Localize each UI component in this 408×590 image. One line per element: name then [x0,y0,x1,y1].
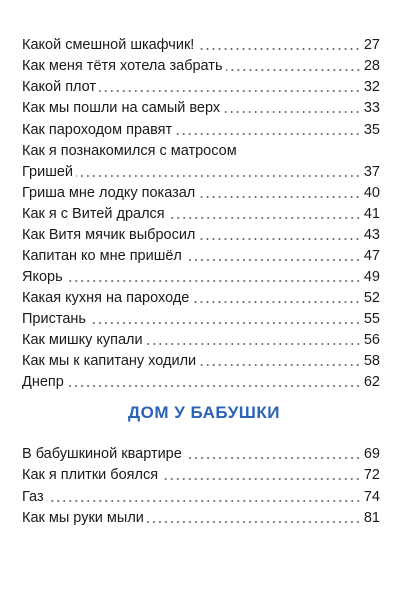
dot-leader [47,500,361,502]
toc-entry-page: 56 [363,332,380,348]
toc-entry [22,507,380,527]
toc-entry-page: 43 [363,227,380,243]
toc-entry-title: Как пароходом правят [22,122,173,138]
toc-entry [22,55,380,75]
dot-leader [146,343,361,345]
toc-entry [22,350,380,370]
toc-entry [22,245,380,265]
dot-leader [223,111,361,113]
toc-entry-page: 74 [363,489,380,505]
toc-entry-title: Пристань [22,311,86,327]
dot-leader [89,322,361,324]
toc-entry-page: 58 [363,353,380,369]
toc-entry-page: 62 [363,374,380,390]
toc-entry [22,329,380,349]
toc-entry-title: Как я с Витей дрался [22,206,165,222]
toc-entry [22,266,380,286]
toc-entry-page: 81 [363,510,380,526]
toc-entry-title: Якорь [22,269,63,285]
toc-entry [22,371,380,391]
toc-entry-title: Какой смешной шкафчик! [22,37,195,53]
toc-entry-title: В бабушкиной квартире [22,446,182,462]
dot-leader [198,238,360,240]
toc-entry-title: Газ [22,489,44,505]
dot-leader [192,301,361,303]
toc-entry [22,287,380,307]
toc-entry-title: Какая кухня на пароходе [22,290,190,306]
dot-leader [197,48,361,50]
toc-entry [22,34,380,54]
dot-leader [76,175,361,177]
toc-entry-title: Как мы пошли на самый верх [22,100,221,116]
section-title: ДОМ У БАБУШКИ [128,403,280,422]
toc-entry-page: 32 [363,79,380,95]
toc-entry-title: Капитан ко мне пришёл [22,248,182,264]
toc-entry-title: Как меня тётя хотела забрать [22,58,223,74]
dot-leader [199,364,361,366]
toc-entry-page: 27 [363,37,380,53]
toc-entry-page: 49 [363,269,380,285]
toc-entry-title: Как мишку купали [22,332,143,348]
toc-entry-page: 33 [363,100,380,116]
toc-entry-title: Какой плот [22,79,97,95]
toc-entry [22,182,380,202]
toc-entry-title: Как мы руки мыли [22,510,144,526]
toc-entry [22,224,380,244]
dot-leader [185,457,361,459]
dot-leader [161,478,361,480]
toc-entry-title: Как я познакомился с матросом [22,143,237,159]
dot-leader [185,259,361,261]
toc-entry-title-cont: Гришей [22,164,73,180]
toc-entry-title: Как мы к капитану ходили [22,353,197,369]
toc-entry-page: 35 [363,122,380,138]
toc-entry [22,203,380,223]
toc-entry [22,308,380,328]
toc-entry-page: 52 [363,290,380,306]
toc-entry-title: Как я плитки боялся [22,467,159,483]
toc-entry [22,464,380,484]
dot-leader [147,521,361,523]
toc-entry [22,443,380,463]
toc-entry [22,486,380,506]
toc-entry-page: 47 [363,248,380,264]
toc-entry [22,76,380,96]
toc-entry-page: 72 [363,467,380,483]
toc-entry-title: Днепр [22,374,64,390]
dot-leader [67,385,361,387]
toc-entry-title-line1 [22,140,237,160]
toc-entry-page: 40 [363,185,380,201]
toc-entry-title: Гриша мне лодку показал [22,185,196,201]
toc-entry [22,119,380,139]
dot-leader [198,196,361,198]
dot-leader [66,280,361,282]
dot-leader [168,217,361,219]
dot-leader [99,90,361,92]
toc-entry-page: 69 [363,446,380,462]
toc-entry [22,97,380,117]
toc-entry [22,161,380,181]
dot-leader [175,133,361,135]
toc-entry-page: 28 [363,58,380,74]
toc-entry-page: 37 [363,164,380,180]
toc-entry-title: Как Витя мячик выбросил [22,227,196,243]
toc-entry-page: 55 [363,311,380,327]
dot-leader [226,69,361,71]
toc-entry-page: 41 [363,206,380,222]
